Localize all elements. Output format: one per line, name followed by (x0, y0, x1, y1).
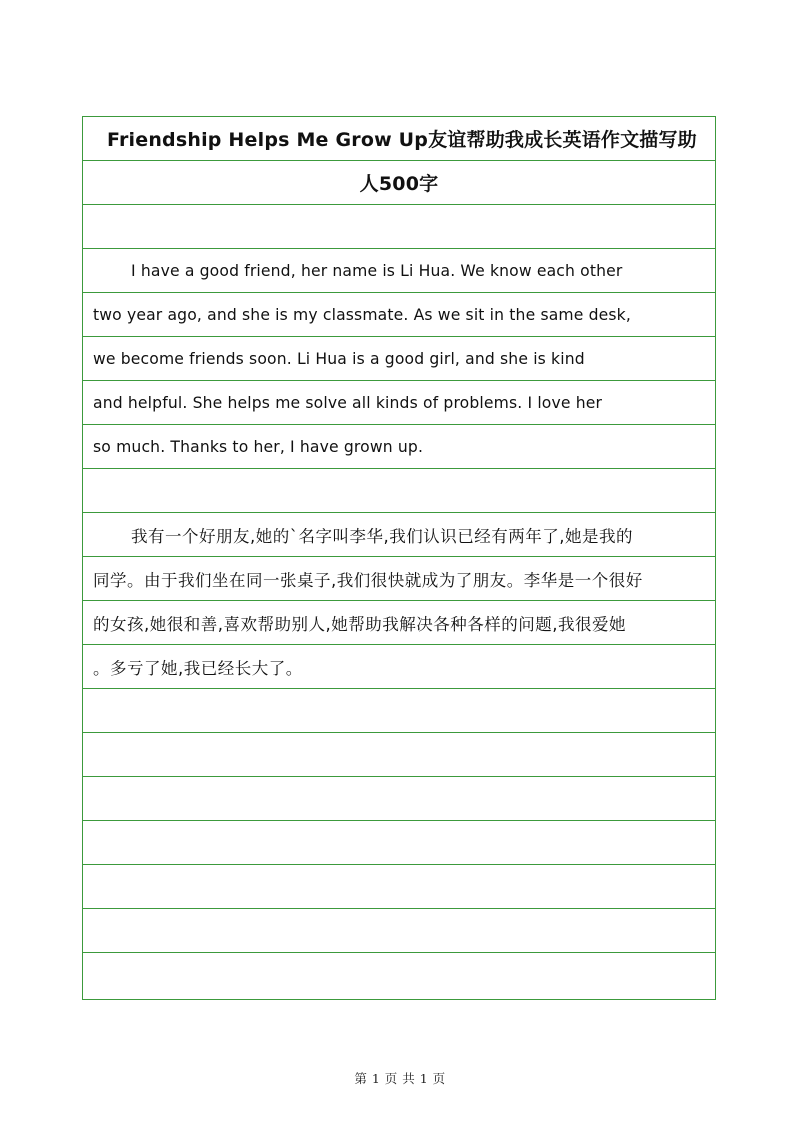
english-paragraph-line: I have a good friend, her name is Li Hua. We know each other (83, 249, 715, 293)
english-paragraph-line: and helpful. She helps me solve all kinds of problems. I love her (83, 381, 715, 425)
blank-line (83, 689, 715, 733)
blank-line (83, 777, 715, 821)
title-line-1: Friendship Helps Me Grow Up友谊帮助我成长英语作文描写助 (83, 117, 715, 161)
blank-line (83, 865, 715, 909)
blank-line (83, 469, 715, 513)
chinese-paragraph-line: 我有一个好朋友,她的`名字叫李华,我们认识已经有两年了,她是我的 (83, 513, 715, 557)
english-paragraph-line: two year ago, and she is my classmate. As we sit in the same desk, (83, 293, 715, 337)
blank-line (83, 821, 715, 865)
blank-line (83, 909, 715, 953)
lined-writing-sheet (82, 116, 716, 1000)
chinese-paragraph-line: 。多亏了她,我已经长大了。 (83, 645, 715, 689)
chinese-paragraph-line: 同学。由于我们坐在同一张桌子,我们很快就成为了朋友。李华是一个很好 (83, 557, 715, 601)
english-paragraph-line: so much. Thanks to her, I have grown up. (83, 425, 715, 469)
chinese-paragraph-line: 的女孩,她很和善,喜欢帮助别人,她帮助我解决各种各样的问题,我很爱她 (83, 601, 715, 645)
english-paragraph-line: we become friends soon. Li Hua is a good girl, and she is kind (83, 337, 715, 381)
blank-line (83, 205, 715, 249)
page-number: 第 1 页 共 1 页 (354, 1071, 446, 1086)
blank-line (83, 733, 715, 777)
title-line-2: 人500字 (83, 161, 715, 205)
blank-line (83, 953, 715, 998)
